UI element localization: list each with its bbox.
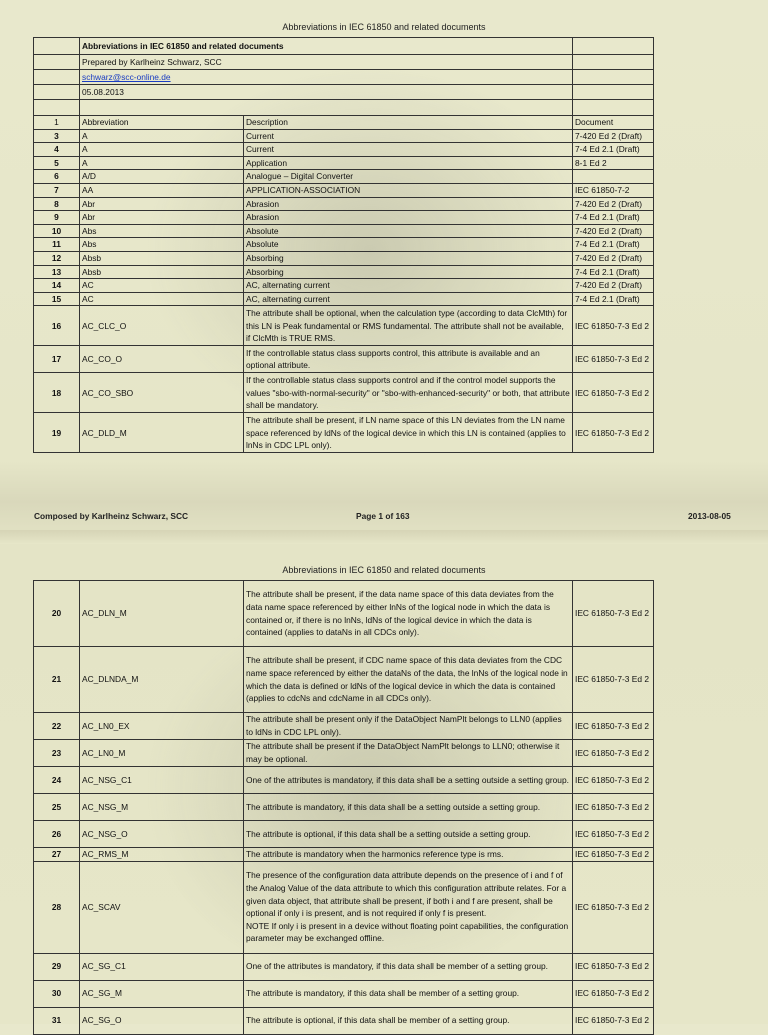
row-description: The attribute is optional, if this data shall be a setting outside a setting group. [244, 821, 573, 848]
row-description: AC, alternating current [244, 279, 573, 293]
row-number: 3 [34, 129, 80, 143]
row-abbreviation: A [80, 129, 244, 143]
row-document: IEC 61850-7-3 Ed 2 [573, 767, 654, 794]
table-row [34, 861, 654, 953]
row-abbreviation: AC [80, 292, 244, 306]
row-abbreviation: Abs [80, 224, 244, 238]
header-abbreviation: Abbreviation [80, 116, 244, 130]
table-row [34, 346, 654, 373]
row-document: 7-4 Ed 2.1 (Draft) [573, 143, 654, 157]
abbreviations-table-page1 [33, 37, 654, 453]
row-number: 13 [34, 265, 80, 279]
row-description: If the controllable status class supports control, this attribute is available and an optional attribute. [244, 346, 573, 373]
row-document: 7-420 Ed 2 (Draft) [573, 129, 654, 143]
row-description: One of the attributes is mandatory, if this data shall be member of a setting group. [244, 953, 573, 980]
row-number: 17 [34, 346, 80, 373]
row-abbreviation: AC_SCAV [80, 861, 244, 953]
table-row [34, 306, 654, 346]
row-document: IEC 61850-7-3 Ed 2 [573, 794, 654, 821]
row-description: The attribute is mandatory, if this data shall be a setting outside a setting group. [244, 794, 573, 821]
row-document: IEC 61850-7-3 Ed 2 [573, 581, 654, 647]
row-number: 20 [34, 581, 80, 647]
table-row [34, 211, 654, 225]
table-row [34, 265, 654, 279]
row-abbreviation: AC_DLNDA_M [80, 647, 244, 713]
table-row [34, 953, 654, 980]
row-abbreviation: AC_DLD_M [80, 413, 244, 453]
row-number: 7 [34, 183, 80, 197]
footer-page-number: Page 1 of 163 [356, 511, 410, 521]
row-description: APPLICATION-ASSOCIATION [244, 183, 573, 197]
row-document: IEC 61850-7-3 Ed 2 [573, 953, 654, 980]
row-abbreviation: A [80, 156, 244, 170]
row-document: IEC 61850-7-3 Ed 2 [573, 306, 654, 346]
row-description: The attribute shall be present only if the DataObject NamPlt belongs to LLN0 (applies to ldNs in CDC LPL only). [244, 713, 573, 740]
row-description: Absolute [244, 224, 573, 238]
table-row [34, 413, 654, 453]
row-abbreviation: Abs [80, 238, 244, 252]
row-description: The attribute shall be optional, when the calculation type (according to data ClcMth) for this LN is Peak fundamental or RMS fundamental. The attribute shall not be available, if ClcMth is TRUE RMS. [244, 306, 573, 346]
table-row [34, 183, 654, 197]
blank-row [34, 100, 654, 116]
row-abbreviation: AC_NSG_O [80, 821, 244, 848]
row-number: 8 [34, 197, 80, 211]
row-abbreviation: AC_SG_O [80, 1007, 244, 1034]
row-document: 8-1 Ed 2 [573, 156, 654, 170]
table-row [34, 581, 654, 647]
row-number: 29 [34, 953, 80, 980]
row-document: IEC 61850-7-3 Ed 2 [573, 980, 654, 1007]
row-number: 12 [34, 251, 80, 265]
table-row [34, 143, 654, 157]
row-document: IEC 61850-7-3 Ed 2 [573, 740, 654, 767]
doc-title: Abbreviations in IEC 61850 and related documents [80, 38, 573, 55]
row-document: IEC 61850-7-2 [573, 183, 654, 197]
row-document: 7-420 Ed 2 (Draft) [573, 251, 654, 265]
row-description: Abrasion [244, 211, 573, 225]
table-row [34, 647, 654, 713]
row-number: 16 [34, 306, 80, 346]
row-description: Absorbing [244, 251, 573, 265]
row-document: IEC 61850-7-3 Ed 2 [573, 647, 654, 713]
row-document: 7-420 Ed 2 (Draft) [573, 197, 654, 211]
footer-date: 2013-08-05 [688, 511, 731, 521]
table-row [34, 794, 654, 821]
row-number: 22 [34, 713, 80, 740]
row-number: 6 [34, 170, 80, 184]
date-row [34, 85, 654, 100]
row-document: IEC 61850-7-3 Ed 2 [573, 413, 654, 453]
row-document: 7-4 Ed 2.1 (Draft) [573, 238, 654, 252]
row-document [573, 170, 654, 184]
row-description: Absorbing [244, 265, 573, 279]
row-abbreviation: AC_CO_O [80, 346, 244, 373]
row-document: 7-4 Ed 2.1 (Draft) [573, 265, 654, 279]
row-document: IEC 61850-7-3 Ed 2 [573, 373, 654, 413]
header-document: Document [573, 116, 654, 130]
row-document: 7-420 Ed 2 (Draft) [573, 279, 654, 293]
row-document: IEC 61850-7-3 Ed 2 [573, 861, 654, 953]
row-number: 15 [34, 292, 80, 306]
running-title-page2: Abbreviations in IEC 61850 and related documents [282, 565, 486, 575]
row-description: Abrasion [244, 197, 573, 211]
row-number: 31 [34, 1007, 80, 1034]
row-document: 7-4 Ed 2.1 (Draft) [573, 211, 654, 225]
abbreviations-table-page2 [33, 580, 654, 1035]
row-abbreviation: AC_NSG_C1 [80, 767, 244, 794]
row-number: 24 [34, 767, 80, 794]
row-description: One of the attributes is mandatory, if this data shall be a setting outside a setting group. [244, 767, 573, 794]
row-abbreviation: AC_DLN_M [80, 581, 244, 647]
row-abbreviation: A [80, 143, 244, 157]
row-number: 28 [34, 861, 80, 953]
row-description: The attribute is mandatory, if this data shall be member of a setting group. [244, 980, 573, 1007]
row-abbreviation: AC_NSG_M [80, 794, 244, 821]
page-break [0, 530, 768, 544]
row-number: 26 [34, 821, 80, 848]
row-abbreviation: AC_CO_SBO [80, 373, 244, 413]
row-abbreviation: AC_CLC_O [80, 306, 244, 346]
row-document: IEC 61850-7-3 Ed 2 [573, 1007, 654, 1034]
table-row [34, 713, 654, 740]
prepared-by: Prepared by Karlheinz Schwarz, SCC [80, 55, 573, 70]
row-abbreviation: Absb [80, 251, 244, 265]
row-description: The attribute shall be present, if the data name space of this data deviates from the data name space referenced by either lnNs of the logical node in which the data is contained or, if there is no lnNs, ldNs of the logical device in which the data is contained (applies to dataNs in all CDCs only). [244, 581, 573, 647]
row-number: 10 [34, 224, 80, 238]
row-number: 30 [34, 980, 80, 1007]
row-description: If the controllable status class supports control and if the control model supports the values "sbo-with-normal-security" or "sbo-with-enhanced-security" or both, that attribute shall be mandatory. [244, 373, 573, 413]
row-description: The attribute shall be present if the DataObject NamPlt belongs to LLN0; otherwise it may be optional. [244, 740, 573, 767]
table-row [34, 821, 654, 848]
row-description: Current [244, 143, 573, 157]
row-description: The attribute is mandatory when the harmonics reference type is rms. [244, 848, 573, 862]
date: 05.08.2013 [80, 85, 573, 100]
row-number: 27 [34, 848, 80, 862]
row-number: 23 [34, 740, 80, 767]
row-abbreviation: Abr [80, 197, 244, 211]
table-row [34, 156, 654, 170]
table-row [34, 170, 654, 184]
row-description: AC, alternating current [244, 292, 573, 306]
row-abbreviation: Abr [80, 211, 244, 225]
table-row [34, 279, 654, 293]
table-row [34, 767, 654, 794]
row-description: The attribute is optional, if this data shall be member of a setting group. [244, 1007, 573, 1034]
table-row [34, 238, 654, 252]
row-document: IEC 61850-7-3 Ed 2 [573, 713, 654, 740]
running-title: Abbreviations in IEC 61850 and related documents [282, 22, 486, 32]
row-description: The attribute shall be present, if CDC name space of this data deviates from the CDC name space referenced by either the dataNs of the data, the lnNs of the logical node in which the data is defined or ldNs of the logical device in which the data is contained (applies to cdcNs and cdcName in all CDCs only). [244, 647, 573, 713]
row-description: Analogue – Digital Converter [244, 170, 573, 184]
row-abbreviation: AC [80, 279, 244, 293]
row-abbreviation: A/D [80, 170, 244, 184]
row-document: 7-4 Ed 2.1 (Draft) [573, 292, 654, 306]
row-abbreviation: AC_LN0_EX [80, 713, 244, 740]
header-description: Description [244, 116, 573, 130]
row-number: 14 [34, 279, 80, 293]
row-abbreviation: AC_RMS_M [80, 848, 244, 862]
row-abbreviation: Absb [80, 265, 244, 279]
row-document: IEC 61850-7-3 Ed 2 [573, 821, 654, 848]
row-number: 21 [34, 647, 80, 713]
table-row [34, 848, 654, 862]
prepared-row [34, 55, 654, 70]
row-description: The attribute shall be present, if LN name space of this LN deviates from the LN name space referenced by ldNs of the logical device in which this LN is contained (applies to lnNs in CDC LPL only). [244, 413, 573, 453]
table-row [34, 292, 654, 306]
header-num: 1 [34, 116, 80, 130]
row-description: The presence of the configuration data attribute depends on the presence of i and f of the Analog Value of the data attribute to which this configuration attribute relates. For a given data object, that attribute shall be present, if both i and f are present, shall be optional if only i is present, and is not required if only f is present. NOTE If only i is present in a device without floating point capabilities, the configuration parameter may be exchanged offline. [244, 861, 573, 953]
email-row [34, 70, 654, 85]
footer-author: Composed by Karlheinz Schwarz, SCC [34, 511, 189, 521]
row-description: Current [244, 129, 573, 143]
row-description: Absolute [244, 238, 573, 252]
row-number: 19 [34, 413, 80, 453]
row-number: 25 [34, 794, 80, 821]
table-row [34, 251, 654, 265]
row-document: IEC 61850-7-3 Ed 2 [573, 346, 654, 373]
row-abbreviation: AC_LN0_M [80, 740, 244, 767]
table-row [34, 980, 654, 1007]
table-row [34, 224, 654, 238]
row-number: 5 [34, 156, 80, 170]
row-document: 7-420 Ed 2 (Draft) [573, 224, 654, 238]
table-row [34, 129, 654, 143]
table-row [34, 740, 654, 767]
row-document: IEC 61850-7-3 Ed 2 [573, 848, 654, 862]
row-abbreviation: AA [80, 183, 244, 197]
row-number: 18 [34, 373, 80, 413]
row-abbreviation: AC_SG_M [80, 980, 244, 1007]
table-row [34, 1007, 654, 1034]
column-header-row [34, 116, 654, 130]
row-number: 9 [34, 211, 80, 225]
row-description: Application [244, 156, 573, 170]
email-link[interactable]: schwarz@scc-online.de [82, 71, 171, 82]
table-row [34, 373, 654, 413]
row-number: 11 [34, 238, 80, 252]
table-row [34, 197, 654, 211]
row-abbreviation: AC_SG_C1 [80, 953, 244, 980]
row-number: 4 [34, 143, 80, 157]
title-row [34, 38, 654, 55]
